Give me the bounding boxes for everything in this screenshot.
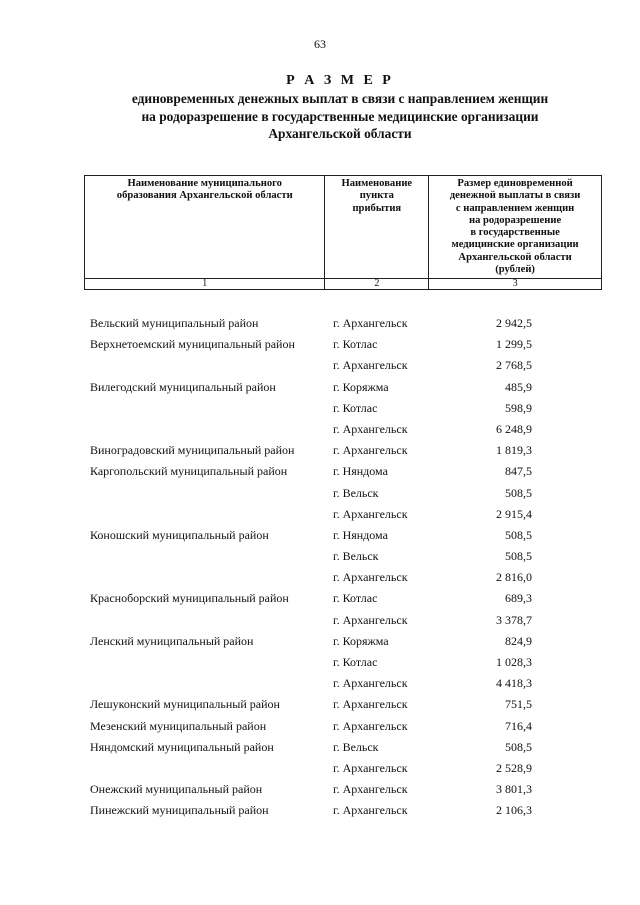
header-text: с направлением женщин — [455, 202, 575, 214]
table-row — [90, 419, 540, 440]
district-cell: Верхнетоемский муниципальный район — [90, 337, 295, 352]
amount-cell: 847,5 — [505, 464, 532, 479]
header-text: (рублей) — [495, 264, 535, 276]
column-number-row — [85, 279, 602, 290]
destination-cell: г. Архангельск — [333, 760, 408, 775]
page-number: 63 — [314, 37, 326, 51]
header-text: Размер единовременной — [457, 178, 573, 189]
table-row — [90, 461, 540, 482]
amount-cell: 2 106,3 — [496, 803, 532, 818]
title-line: на родоразрешение в государственные медицинские организации — [141, 108, 539, 124]
district-cell: Няндомский муниципальный район — [90, 739, 274, 754]
table-row — [90, 779, 540, 800]
title-heading: Р А З М Е Р — [286, 73, 394, 88]
district-cell: Мезенский муниципальный район — [90, 718, 267, 733]
destination-cell: г. Архангельск — [333, 612, 408, 627]
column-number: 3 — [429, 279, 602, 290]
amount-cell: 2 816,0 — [496, 570, 532, 585]
destination-cell: г. Коряжма — [333, 379, 389, 394]
destination-cell: г. Архангельск — [333, 316, 408, 330]
table-row — [90, 483, 540, 504]
amount-cell: 716,4 — [505, 718, 532, 733]
amount-cell: 2 528,9 — [496, 760, 532, 775]
destination-cell: г. Архангельск — [333, 803, 408, 818]
amount-cell: 4 418,3 — [496, 676, 532, 691]
amount-cell: 598,9 — [505, 400, 532, 415]
amount-cell: 824,9 — [505, 633, 532, 648]
column-number: 1 — [85, 279, 325, 290]
header-text: Наименование — [341, 178, 413, 189]
header-text: образования Архангельской области — [116, 190, 293, 202]
header-destination — [325, 176, 429, 279]
district-cell: Пинежский муниципальный район — [90, 803, 269, 818]
header-amount — [429, 176, 602, 279]
amount-cell: 485,9 — [505, 379, 532, 394]
title-line: Архангельской области — [268, 126, 412, 141]
amount-cell: 2 915,4 — [496, 506, 532, 521]
amount-cell: 1 028,3 — [496, 655, 532, 669]
destination-cell: г. Котлас — [333, 400, 378, 415]
table-row — [90, 313, 540, 334]
header-text: денежной выплаты в связи — [449, 190, 581, 202]
table-row — [90, 567, 540, 588]
amount-cell: 508,5 — [505, 485, 532, 500]
table-row — [90, 377, 540, 398]
table-row — [90, 737, 540, 758]
destination-cell: г. Коряжма — [333, 633, 389, 648]
district-cell: Вельский муниципальный район — [90, 316, 259, 330]
destination-cell: г. Няндома — [333, 464, 388, 479]
header-text: прибытия — [352, 202, 402, 214]
table-row — [90, 694, 540, 715]
destination-cell: г. Вельск — [333, 739, 379, 754]
destination-cell: г. Котлас — [333, 655, 378, 669]
amount-cell: 3 801,3 — [496, 782, 532, 797]
table-row — [90, 334, 540, 355]
table-row — [90, 758, 540, 779]
destination-cell: г. Архангельск — [333, 782, 408, 797]
table-row — [90, 716, 540, 737]
destination-cell: г. Архангельск — [333, 358, 408, 373]
header-text: на родоразрешение — [468, 214, 562, 226]
header-row — [85, 176, 602, 279]
amount-cell: 508,5 — [505, 739, 532, 754]
destination-cell: г. Няндома — [333, 527, 388, 542]
destination-cell: г. Архангельск — [333, 443, 408, 458]
amount-cell: 751,5 — [505, 697, 532, 712]
destination-cell: г. Архангельск — [333, 697, 408, 712]
amount-cell: 689,3 — [505, 591, 532, 606]
title-line: единовременных денежных выплат в связи с направлением женщин — [131, 91, 549, 106]
header-text: медицинские организации — [451, 239, 579, 251]
table-header — [84, 175, 602, 290]
district-cell: Онежский муниципальный район — [90, 782, 263, 797]
amount-cell: 508,5 — [505, 549, 532, 564]
table-row — [90, 440, 540, 461]
table-row — [90, 631, 540, 652]
amount-cell: 2 942,5 — [496, 316, 532, 330]
table-row — [90, 610, 540, 631]
destination-cell: г. Архангельск — [333, 506, 408, 521]
amount-cell: 1 299,5 — [496, 337, 532, 352]
document-title — [60, 72, 620, 143]
header-municipality — [85, 176, 325, 279]
amount-cell: 3 378,7 — [496, 612, 532, 627]
destination-cell: г. Вельск — [333, 549, 379, 564]
district-cell: Красноборский муниципальный район — [90, 591, 289, 606]
table-row — [90, 588, 540, 609]
destination-cell: г. Котлас — [333, 337, 378, 352]
destination-cell: г. Архангельск — [333, 676, 408, 691]
table-row — [90, 525, 540, 546]
table-row — [90, 504, 540, 525]
district-cell: Каргопольский муниципальный район — [90, 464, 288, 479]
table-row — [90, 398, 540, 419]
header-text: Наименование муниципального — [127, 178, 282, 189]
district-cell: Коношский муниципальный район — [90, 527, 269, 542]
destination-cell: г. Архангельск — [333, 570, 408, 585]
header-text: пункта — [359, 190, 394, 202]
amount-cell: 2 768,5 — [496, 358, 532, 373]
district-cell: Лешуконский муниципальный район — [90, 697, 280, 712]
district-cell: Вилегодский муниципальный район — [90, 379, 276, 394]
table-row — [90, 355, 540, 376]
amount-cell: 508,5 — [505, 527, 532, 542]
amount-cell: 1 819,3 — [496, 443, 532, 458]
header-text: Архангельской области — [458, 251, 572, 263]
destination-cell: г. Архангельск — [333, 718, 408, 733]
column-number: 2 — [325, 279, 429, 290]
table-row — [90, 673, 540, 694]
district-cell: Виноградовский муниципальный район — [90, 443, 295, 458]
destination-cell: г. Архангельск — [333, 421, 408, 436]
destination-cell: г. Вельск — [333, 485, 379, 500]
table-row — [90, 546, 540, 567]
table-row — [90, 800, 540, 821]
amount-cell: 6 248,9 — [496, 421, 532, 436]
destination-cell: г. Котлас — [333, 591, 378, 606]
district-cell: Ленский муниципальный район — [90, 633, 254, 648]
table-body — [90, 313, 540, 822]
table-row — [90, 652, 540, 673]
header-text: в государственные — [470, 227, 560, 239]
